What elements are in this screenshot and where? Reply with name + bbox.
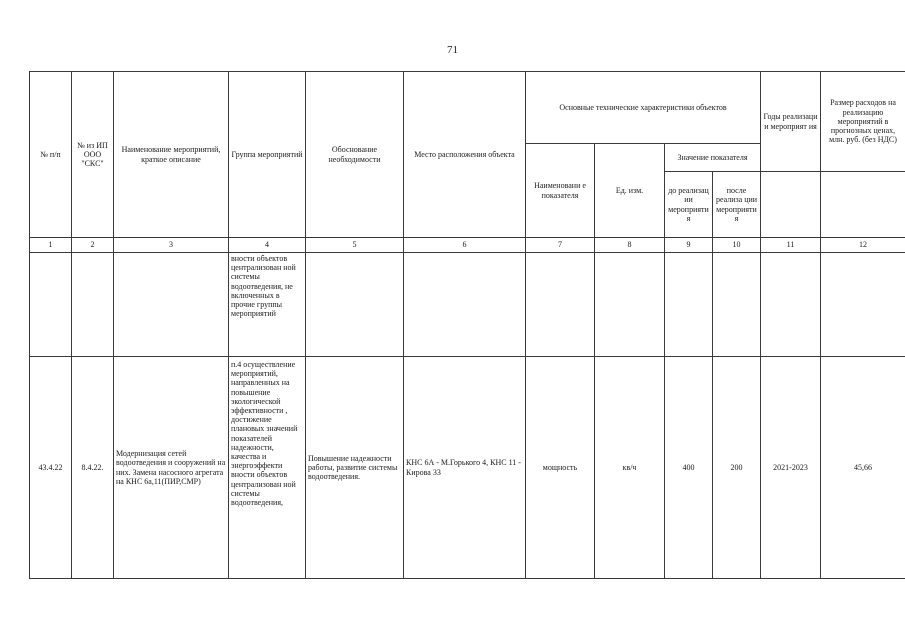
column-number-row: [30, 238, 905, 253]
header-ip-number: № из ИП ООО "СКС": [72, 72, 114, 238]
header-indicator-name: Наименовани е показателя: [526, 144, 595, 238]
header-indicator-value: Значение показателя: [665, 144, 761, 172]
cell-years: [761, 253, 821, 357]
cell-location: [404, 253, 526, 357]
cell-name: Модернизация сетей водоотведения и сооружений на них. Замена насосного агрегата на КНС 6а,11(ПИР,СМР): [114, 357, 229, 579]
table-row: [30, 357, 905, 579]
column-number: 1: [30, 238, 72, 253]
header-value-before: до реализац ии мероприятия: [665, 172, 713, 238]
cell-ip-num: 8.4.22.: [72, 357, 114, 579]
header-justification: Обоснование необходимости: [306, 72, 404, 238]
cell-reason: Повышение надежности работы, развитие системы водоотведения.: [306, 357, 404, 579]
column-number: 3: [114, 238, 229, 253]
column-number: 5: [306, 238, 404, 253]
cell-ip-num: [72, 253, 114, 357]
header-technical-characteristics: Основные технические характеристики объектов: [526, 72, 761, 144]
page-number: 71: [447, 44, 458, 56]
header-cost: Размер расходов на реализацию мероприятий в прогнозных ценах, млн. руб. (без НДС): [821, 72, 905, 172]
investment-program-table: [29, 71, 905, 579]
cell-cost: [821, 253, 905, 357]
column-number: 4: [229, 238, 306, 253]
cell-before: 400: [665, 357, 713, 579]
column-number: 11: [761, 238, 821, 253]
header-location: Место расположения объекта: [404, 72, 526, 238]
cell-before: [665, 253, 713, 357]
header-activity-group: Группа мероприятий: [229, 72, 306, 238]
header-row-number: № п/п: [30, 72, 72, 238]
header-years-cont: [761, 172, 821, 238]
column-number: 10: [713, 238, 761, 253]
cell-years: 2021-2023: [761, 357, 821, 579]
header-years: Годы реализаци и мероприят ия: [761, 72, 821, 172]
column-number: 12: [821, 238, 905, 253]
cell-reason: [306, 253, 404, 357]
column-number: 9: [665, 238, 713, 253]
column-number: 2: [72, 238, 114, 253]
header-value-after: после реализа ции мероприятия: [713, 172, 761, 238]
cell-location: КНС 6А - М.Горького 4, КНС 11 - Кирова 33: [404, 357, 526, 579]
header-activity-name: Наименование мероприятий, краткое описание: [114, 72, 229, 238]
cell-cost: 45,66: [821, 357, 905, 579]
cell-after: 200: [713, 357, 761, 579]
column-number: 7: [526, 238, 595, 253]
cell-after: [713, 253, 761, 357]
cell-indicator: [526, 253, 595, 357]
header-unit: Ед. изм.: [595, 144, 665, 238]
cell-group: п.4 осуществление мероприятий, направленных на повышение экологической эффективности , достижение плановых значений показателей надежности, качества и энергоэффекти вности объектов централизован ной системы водоотведения,: [229, 357, 306, 579]
cell-num: 43.4.22: [30, 357, 72, 579]
cell-unit: [595, 253, 665, 357]
table-row: [30, 253, 905, 357]
cell-name: [114, 253, 229, 357]
cell-indicator: мощность: [526, 357, 595, 579]
cell-num: [30, 253, 72, 357]
column-number: 8: [595, 238, 665, 253]
header-cost-cont: [821, 172, 905, 238]
column-number: 6: [404, 238, 526, 253]
cell-unit: кв/ч: [595, 357, 665, 579]
cell-group: вности объектов централизован ной системы водоотведения, не включенных в прочие группы мероприятий: [229, 253, 306, 357]
